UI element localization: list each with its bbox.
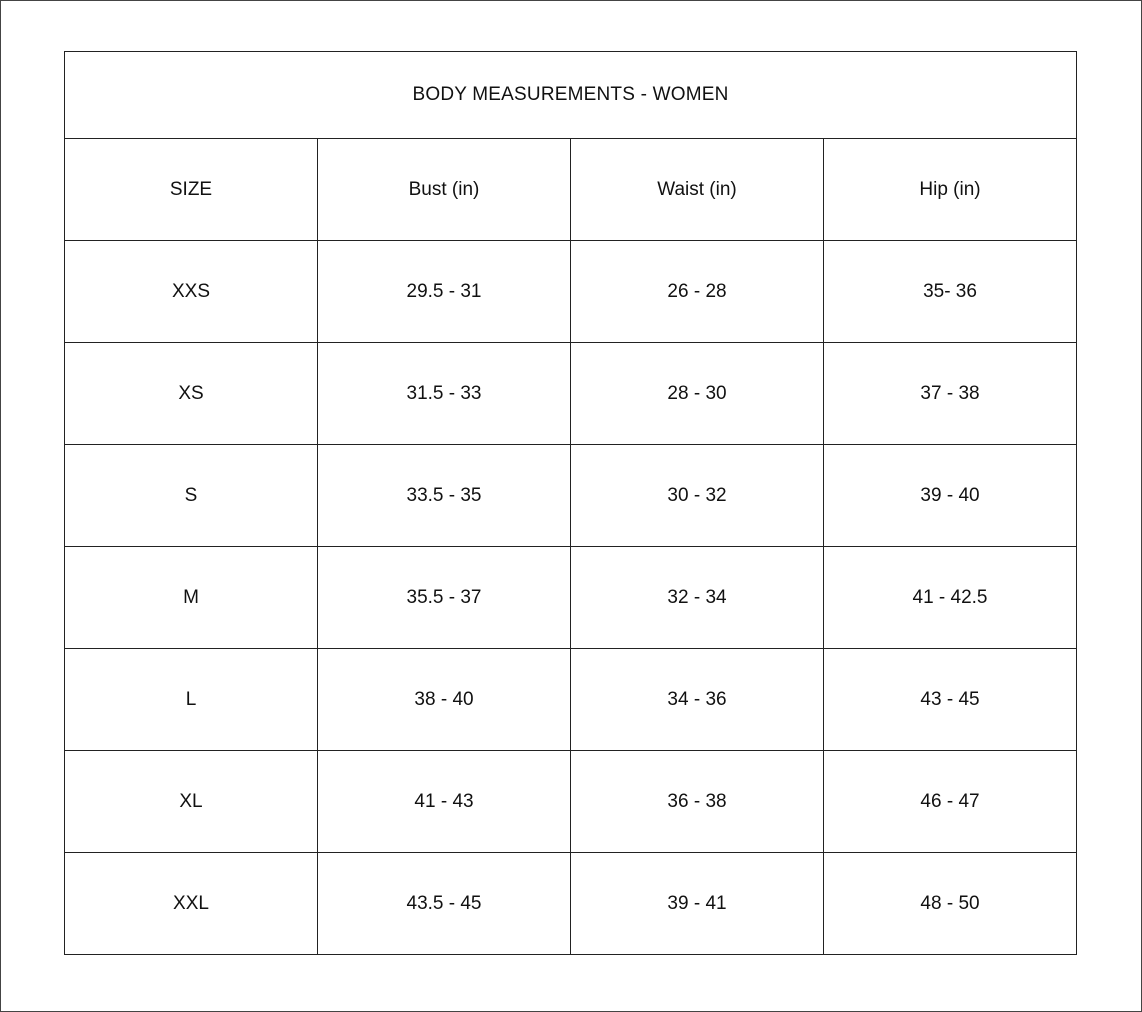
waist-cell: 26 - 28 — [571, 241, 824, 343]
column-header-hip: Hip (in) — [824, 139, 1077, 241]
waist-cell: 32 - 34 — [571, 547, 824, 649]
hip-cell: 39 - 40 — [824, 445, 1077, 547]
table-row — [65, 649, 1077, 751]
size-cell: XL — [65, 751, 318, 853]
bust-cell: 29.5 - 31 — [318, 241, 571, 343]
table-row — [65, 547, 1077, 649]
hip-cell: 43 - 45 — [824, 649, 1077, 751]
table-row — [65, 751, 1077, 853]
waist-cell: 36 - 38 — [571, 751, 824, 853]
size-cell: XXS — [65, 241, 318, 343]
bust-cell: 33.5 - 35 — [318, 445, 571, 547]
bust-cell: 31.5 - 33 — [318, 343, 571, 445]
bust-cell: 41 - 43 — [318, 751, 571, 853]
size-cell: M — [65, 547, 318, 649]
hip-cell: 46 - 47 — [824, 751, 1077, 853]
hip-cell: 35- 36 — [824, 241, 1077, 343]
header-row — [65, 139, 1077, 241]
size-cell: XXL — [65, 853, 318, 955]
hip-cell: 41 - 42.5 — [824, 547, 1077, 649]
column-header-bust: Bust (in) — [318, 139, 571, 241]
table-row — [65, 343, 1077, 445]
waist-cell: 28 - 30 — [571, 343, 824, 445]
title-row — [65, 52, 1077, 139]
waist-cell: 30 - 32 — [571, 445, 824, 547]
column-header-size: SIZE — [65, 139, 318, 241]
bust-cell: 35.5 - 37 — [318, 547, 571, 649]
hip-cell: 37 - 38 — [824, 343, 1077, 445]
waist-cell: 34 - 36 — [571, 649, 824, 751]
size-cell: XS — [65, 343, 318, 445]
table-title: BODY MEASUREMENTS - WOMEN — [65, 52, 1077, 139]
bust-cell: 43.5 - 45 — [318, 853, 571, 955]
bust-cell: 38 - 40 — [318, 649, 571, 751]
table-row — [65, 241, 1077, 343]
column-header-waist: Waist (in) — [571, 139, 824, 241]
table-row — [65, 853, 1077, 955]
size-cell: S — [65, 445, 318, 547]
waist-cell: 39 - 41 — [571, 853, 824, 955]
table-row — [65, 445, 1077, 547]
hip-cell: 48 - 50 — [824, 853, 1077, 955]
size-chart-table — [64, 51, 1077, 955]
size-cell: L — [65, 649, 318, 751]
